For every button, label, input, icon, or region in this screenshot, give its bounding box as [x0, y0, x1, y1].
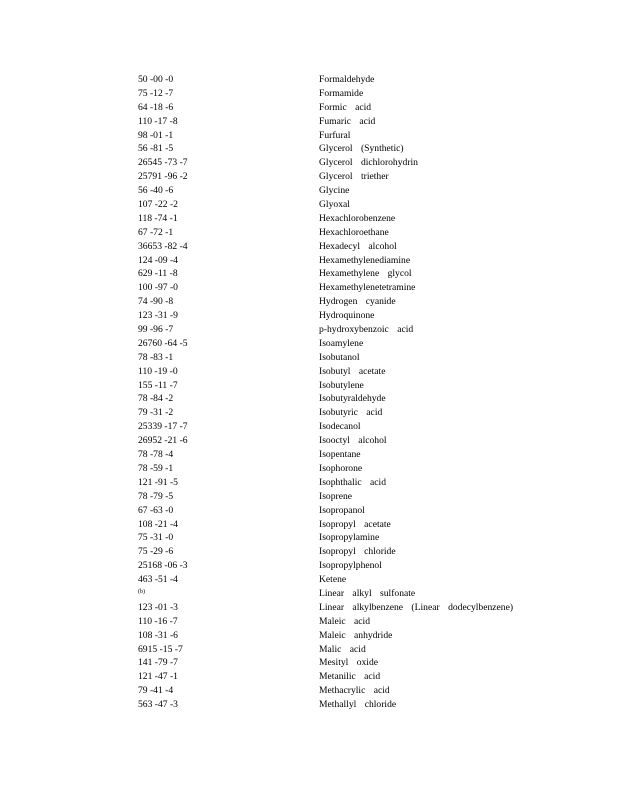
cas-number: 50 -00 -0 [138, 74, 174, 85]
table-row [138, 184, 598, 198]
cas-number: 123 -31 -9 [138, 310, 178, 322]
cas-number: 629 -11 -8 [138, 268, 178, 280]
chemical-name: Isobutylene [319, 379, 364, 391]
table-row [138, 448, 598, 462]
cas-number: 56 -40 -6 [138, 185, 174, 197]
chemical-name: Isopropanol [319, 504, 365, 516]
table-row [138, 573, 598, 587]
table-row [138, 518, 598, 532]
table-row [138, 337, 598, 351]
table-row [138, 309, 598, 323]
cas-number: 25168 -06 -3 [138, 560, 188, 572]
table-row [138, 531, 598, 545]
chemical-name: Hydroquinone [319, 310, 375, 322]
chemical-name: Hexamethylenetetramine [319, 282, 416, 294]
chemical-name: Formamide [319, 87, 364, 99]
chemical-name: Ketene [319, 574, 347, 586]
table-row [138, 490, 598, 504]
cas-number: 74 -90 -8 [138, 296, 174, 308]
cas-number: 155 -11 -7 [138, 379, 178, 391]
table-row [138, 87, 598, 101]
table-row [138, 351, 598, 365]
table-row [138, 476, 598, 490]
table-row [138, 198, 598, 212]
cas-number: 26545 -73 -7 [138, 157, 188, 169]
cas-number: 75 -31 -0 [138, 532, 174, 544]
cas-number: 56 -81 -5 [138, 143, 174, 155]
table-row [138, 295, 598, 309]
chemical-name: Isoprene [319, 490, 353, 502]
chemical-name: Isopropylphenol [319, 560, 382, 572]
cas-number: 110 -16 -7 [138, 615, 178, 627]
table-row [138, 101, 598, 115]
cas-number: 110 -17 -8 [138, 115, 178, 127]
cas-number: 124 -09 -4 [138, 254, 178, 266]
cas-number: 79 -41 -4 [138, 685, 174, 697]
cas-number: 108 -21 -4 [138, 518, 178, 530]
cas-number: 107 -22 -2 [138, 199, 178, 211]
cas-number: 26952 -21 -6 [138, 435, 188, 447]
chemical-name: Linear alkyl sulfonate [319, 587, 416, 599]
chemical-name: Glycerol dichlorohydrin [319, 157, 418, 169]
chemical-name: Glycerol (Synthetic) [319, 143, 404, 155]
table-row [138, 323, 598, 337]
cas-number: 64 -18 -6 [138, 101, 174, 113]
chemical-name: Isobutyric acid [319, 407, 383, 419]
cas-number: 25791 -96 -2 [138, 171, 188, 183]
table-row [138, 434, 598, 448]
chemical-name: Isoamylene [319, 337, 364, 349]
cas-number: 98 -01 -1 [138, 129, 174, 141]
chemical-name: Hexamethylenediamine [319, 254, 411, 266]
chemical-name: Malic acid [319, 643, 366, 655]
chemical-name: Isophthalic acid [319, 476, 387, 488]
chemical-name: Isopropylamine [319, 532, 380, 544]
table-row [138, 212, 598, 226]
cas-number: 75 -29 -6 [138, 546, 174, 558]
chemical-name: Isodecanol [319, 421, 361, 433]
chemical-name: Methallyl chloride [319, 699, 397, 711]
cas-number: 75 -12 -7 [138, 87, 174, 99]
chemical-name: Maleic acid [319, 615, 371, 627]
table-row [138, 406, 598, 420]
cas-number: 67 -63 -0 [138, 504, 174, 516]
chemical-name: Hexachloroethane [319, 226, 389, 238]
cas-number: 121 -47 -1 [138, 671, 178, 683]
table-row [138, 379, 598, 393]
table-row [138, 365, 598, 379]
table-row [138, 698, 598, 712]
chemical-name: Glycerol triether [319, 171, 389, 183]
chemical-name: Isopropyl acetate [319, 518, 391, 530]
cas-number: 121 -91 -5 [138, 476, 178, 488]
cas-number: 78 -78 -4 [138, 449, 174, 461]
table-row [138, 281, 598, 295]
cas-number: 78 -79 -5 [138, 490, 174, 502]
table-row [138, 601, 598, 615]
chemical-name: Hexachlorobenzene [319, 212, 396, 224]
chemical-name: Isobutyl acetate [319, 365, 386, 377]
cas-number: 26760 -64 -5 [138, 337, 188, 349]
cas-footnote-marker: (b) [138, 588, 145, 595]
chemical-name: Hexamethylene glycol [319, 268, 412, 280]
chemical-name: Fumaric acid [319, 115, 376, 127]
table-row [138, 392, 598, 406]
table-row [138, 267, 598, 281]
cas-number: 99 -96 -7 [138, 324, 174, 336]
cas-number: 67 -72 -1 [138, 226, 174, 238]
chemical-name: Formaldehyde [319, 74, 375, 85]
chemical-name: Glycine [319, 185, 350, 197]
table-row [138, 170, 598, 184]
cas-number: 123 -01 -3 [138, 601, 178, 613]
table-row [138, 73, 598, 87]
chemical-name: Linear alkylbenzene (Linear dodecylbenzene) [319, 601, 514, 613]
table-row [138, 240, 598, 254]
table-row [138, 615, 598, 629]
table-row [138, 545, 598, 559]
chemical-name: Furfural [319, 129, 351, 141]
table-row [138, 142, 598, 156]
cas-number: 6915 -15 -7 [138, 643, 183, 655]
chemical-list-table [138, 73, 598, 712]
table-row [138, 420, 598, 434]
cas-number: 463 -51 -4 [138, 574, 178, 586]
cas-number: 100 -97 -0 [138, 282, 178, 294]
table-row [138, 156, 598, 170]
table-row [138, 656, 598, 670]
table-row [138, 643, 598, 657]
cas-number: 118 -74 -1 [138, 212, 178, 224]
table-row [138, 587, 598, 601]
table-row [138, 670, 598, 684]
chemical-name: Isopentane [319, 449, 361, 461]
table-row [138, 254, 598, 268]
cas-number: 563 -47 -3 [138, 699, 178, 711]
chemical-name: Isobutyraldehyde [319, 393, 386, 405]
table-row [138, 629, 598, 643]
chemical-name: Hydrogen cyanide [319, 296, 396, 308]
cas-number: 78 -83 -1 [138, 351, 174, 363]
chemical-name: Isopropyl chloride [319, 546, 396, 558]
chemical-name: Mesityl oxide [319, 657, 379, 669]
chemical-name: Maleic anhydride [319, 629, 393, 641]
table-row [138, 462, 598, 476]
table-row [138, 684, 598, 698]
chemical-name: p-hydroxybenzoic acid [319, 324, 414, 336]
table-row [138, 129, 598, 143]
chemical-name: Isooctyl alcohol [319, 435, 387, 447]
cas-number: 108 -31 -6 [138, 629, 178, 641]
table-row [138, 115, 598, 129]
chemical-name: Hexadecyl alcohol [319, 240, 397, 252]
cas-number: 141 -79 -7 [138, 657, 178, 669]
chemical-name: Isophorone [319, 462, 363, 474]
chemical-name: Isobutanol [319, 351, 360, 363]
table-row [138, 226, 598, 240]
cas-number: 79 -31 -2 [138, 407, 174, 419]
chemical-name: Metanilic acid [319, 671, 381, 683]
cas-number: 78 -84 -2 [138, 393, 174, 405]
table-row [138, 504, 598, 518]
cas-number: 36653 -82 -4 [138, 240, 188, 252]
cas-number: 25339 -17 -7 [138, 421, 188, 433]
chemical-name: Glyoxal [319, 199, 350, 211]
table-row [138, 559, 598, 573]
chemical-name: Methacrylic acid [319, 685, 390, 697]
cas-number: 78 -59 -1 [138, 462, 174, 474]
chemical-name: Formic acid [319, 101, 372, 113]
cas-number: 110 -19 -0 [138, 365, 178, 377]
